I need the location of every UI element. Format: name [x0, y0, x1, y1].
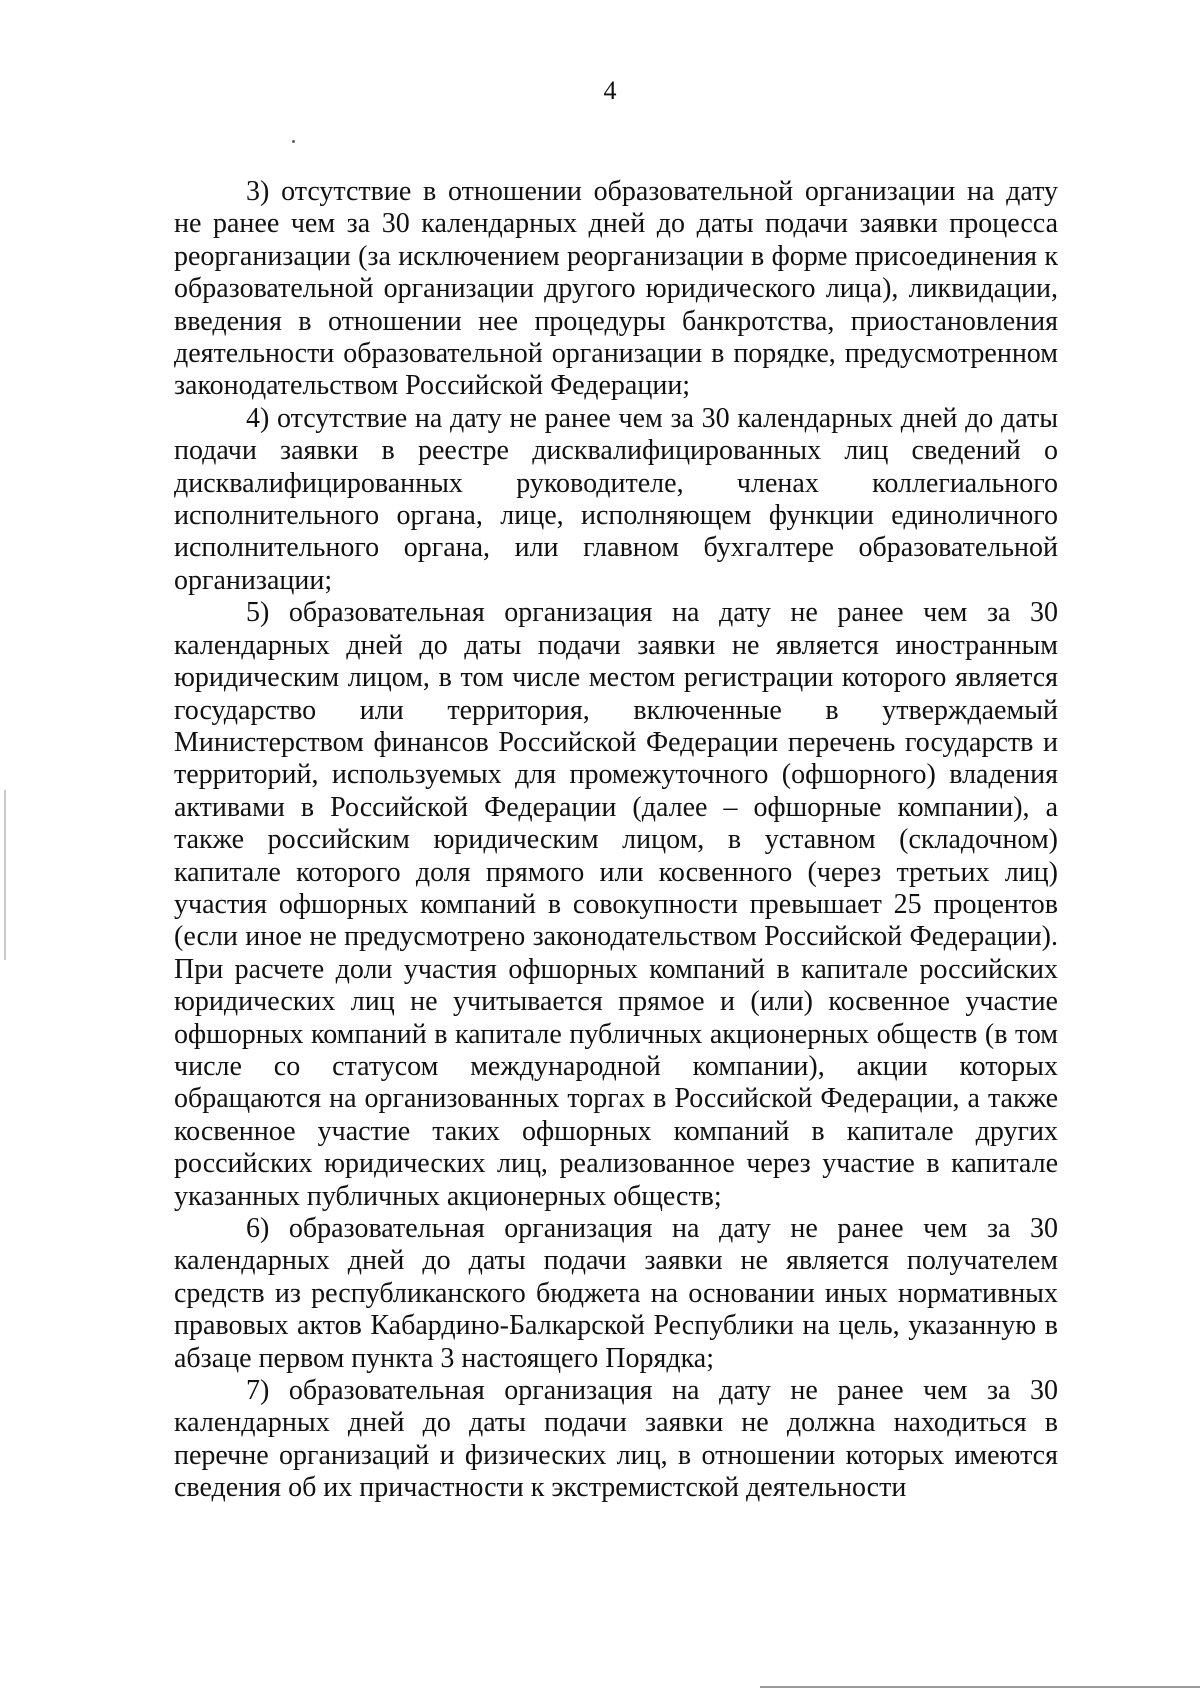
paragraph-item-6: 6) образовательная организация на дату не ранее чем за 30 календарных дней до даты подачи заявки не является получателем средств из республиканского бюджета на основании иных нормативных правовых актов Кабардино-Балкарской Республики на цель, указанную в абзаце первом пункта 3 настоящего Порядка; [174, 1213, 1058, 1374]
paragraph-item-5: 5) образовательная организация на дату не ранее чем за 30 календарных дней до даты подачи заявки не является иностранным юридическим лицом, в том числе местом регистрации которого является государство или территория, включенные в утверждаемый Министерством финансов Российской Федерации перечень государств и территорий, используемых для промежуточного (офшорного) владения активами в Российской Федерации (далее – офшорные компании), а также российским юридическим лицом, в уставном (складочном) капитале которого доля прямого или косвенного (через третьих лиц) участия офшорных компаний в совокупности превышает 25 процентов (если иное не предусмотрено законодательством Российской Федерации). При расчете доли участия офшорных компаний в капитале российских юридических лиц не учитывается прямое и (или) косвенное участие офшорных компаний в капитале публичных акционерных обществ (в том числе со статусом международной компании), акции которых обращаются на организованных торгах в Российской Федерации, а также косвенное участие таких офшорных компаний в капитале других российских юридических лиц, реализованное через участие в капитале указанных публичных акционерных обществ; [174, 597, 1058, 1212]
scan-speck [292, 140, 295, 143]
scan-edge-mark-left [4, 790, 6, 960]
document-body [174, 176, 1058, 1505]
paragraph-item-4: 4) отсутствие на дату не ранее чем за 30 календарных дней до даты подачи заявки в реестре дисквалифицированных лиц сведений о дисквалифицированных руководителе, членах коллегиального исполнительного органа, лице, исполняющем функции единоличного исполнительного органа, или главном бухгалтере образовательной организации; [174, 402, 1058, 596]
paragraph-item-7: 7) образовательная организация на дату не ранее чем за 30 календарных дней до даты подачи заявки не должна находиться в перечне организаций и физических лиц, в отношении которых имеются сведения об их причастности к экстремистской деятельности [174, 1375, 1058, 1504]
scan-edge-mark-bottom [760, 1686, 1200, 1688]
paragraph-item-3: 3) отсутствие в отношении образовательной организации на дату не ранее чем за 30 календарных дней до даты подачи заявки процесса реорганизации (за исключением реорганизации в форме присоединения к образовательной организации другого юридического лица), ликвидации, введения в отношении нее процедуры банкротства, приостановления деятельности образовательной организации в порядке, предусмотренном законодательством Российской Федерации; [174, 176, 1058, 402]
page-number: 4 [603, 76, 617, 105]
